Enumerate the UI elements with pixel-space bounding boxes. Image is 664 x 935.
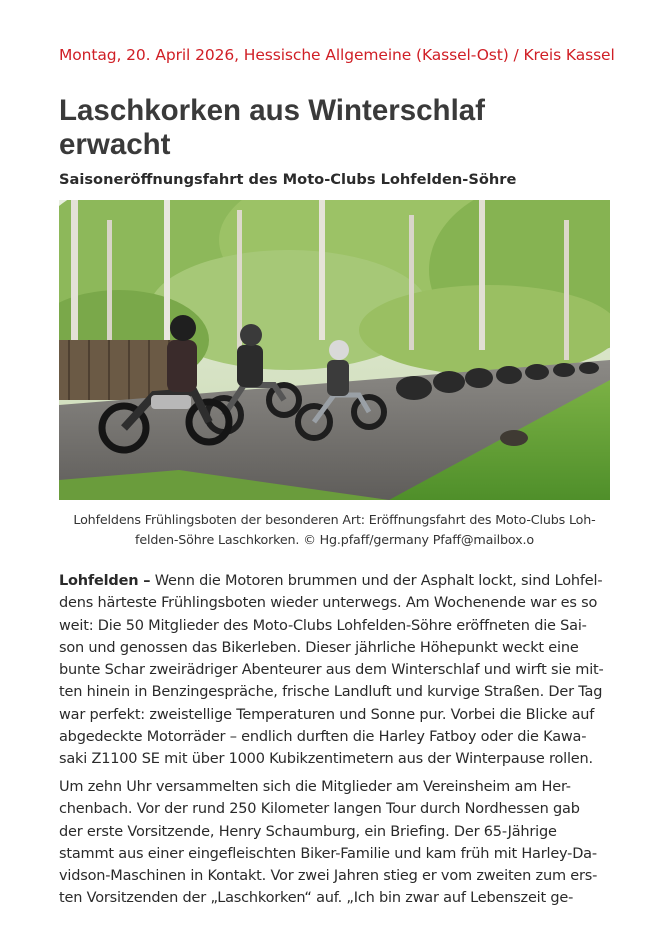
caption-line: Lohfeldens Frühlingsboten der besonderen Art: Eröffnungsfahrt des Moto-Clubs Loh- [73, 512, 596, 527]
paragraph-line: saki Z1100 SE mit über 1000 Kubikzentimetern aus der Winterpause rollen. [59, 751, 593, 768]
dateline: Montag, 20. April 2026, Hessische Allgemeine (Kassel-Ost) / Kreis Kassel [59, 46, 615, 64]
paragraph-line: stammt aus einer eingefleischten Biker-Familie und kam früh mit Harley-Da- [59, 845, 597, 862]
photo-caption [59, 510, 610, 550]
paragraph-line: weit: Die 50 Mitglieder des Moto-Clubs Lohfelden-Söhre eröffneten die Sai- [59, 617, 587, 634]
paragraph-line: bunte Schar zweirädriger Abenteurer aus dem Winterschlaf und wirft sie mit- [59, 662, 604, 679]
caption-line: felden-Söhre Laschkorken. © Hg.pfaff/germany Pfaff@mailbox.o [135, 532, 534, 547]
paragraph-line: der erste Vorsitzende, Henry Schaumburg, ein Briefing. Der 65-Jährige [59, 823, 557, 840]
location-label: Lohfelden – [59, 573, 151, 589]
paragraph-line: son und genossen das Bikerleben. Dieser jährliche Höhepunkt weckt eine [59, 639, 579, 656]
paragraph-line: dens härteste Frühlingsboten wieder unterwegs. Am Wochenende war es so [59, 595, 598, 612]
article-paragraph-2 [59, 776, 610, 910]
article-paragraph-1 [59, 570, 610, 771]
paragraph-line: vidson-Maschinen in Kontakt. Vor zwei Jahren stieg er vom zweiten zum ers- [59, 868, 598, 885]
paragraph-line: ten hinein in Benzingespräche, frische Landluft und kurvige Straßen. Der Tag [59, 684, 603, 701]
headline [59, 94, 619, 162]
paragraph-line: war perfekt: zweistellige Temperaturen und Sonne pur. Vorbei die Blicke auf [59, 706, 595, 723]
headline-line-1: Laschkorken aus Winterschlaf [59, 94, 485, 127]
photo-motorcycle-convoy-icon [59, 200, 610, 500]
paragraph-line: Um zehn Uhr versammelten sich die Mitglieder am Vereinsheim am Her- [59, 779, 571, 795]
headline-line-2: erwacht [59, 128, 171, 161]
subheadline: Saisoneröffnungsfahrt des Moto-Clubs Lohfelden-Söhre [59, 171, 517, 188]
paragraph-line: Lohfelden – Wenn die Motoren brummen und der Asphalt lockt, sind Lohfel- [59, 573, 603, 589]
article-photo [59, 200, 610, 500]
paragraph-line: chenbach. Vor der rund 250 Kilometer langen Tour durch Nordhessen gab [59, 801, 580, 818]
paragraph-line: abgedeckte Motorräder – endlich durften die Harley Fatboy oder die Kawa- [59, 729, 587, 746]
paragraph-line: ten Vorsitzenden der „Laschkorken“ auf. „Ich bin zwar auf Lebenszeit ge- [59, 890, 574, 907]
